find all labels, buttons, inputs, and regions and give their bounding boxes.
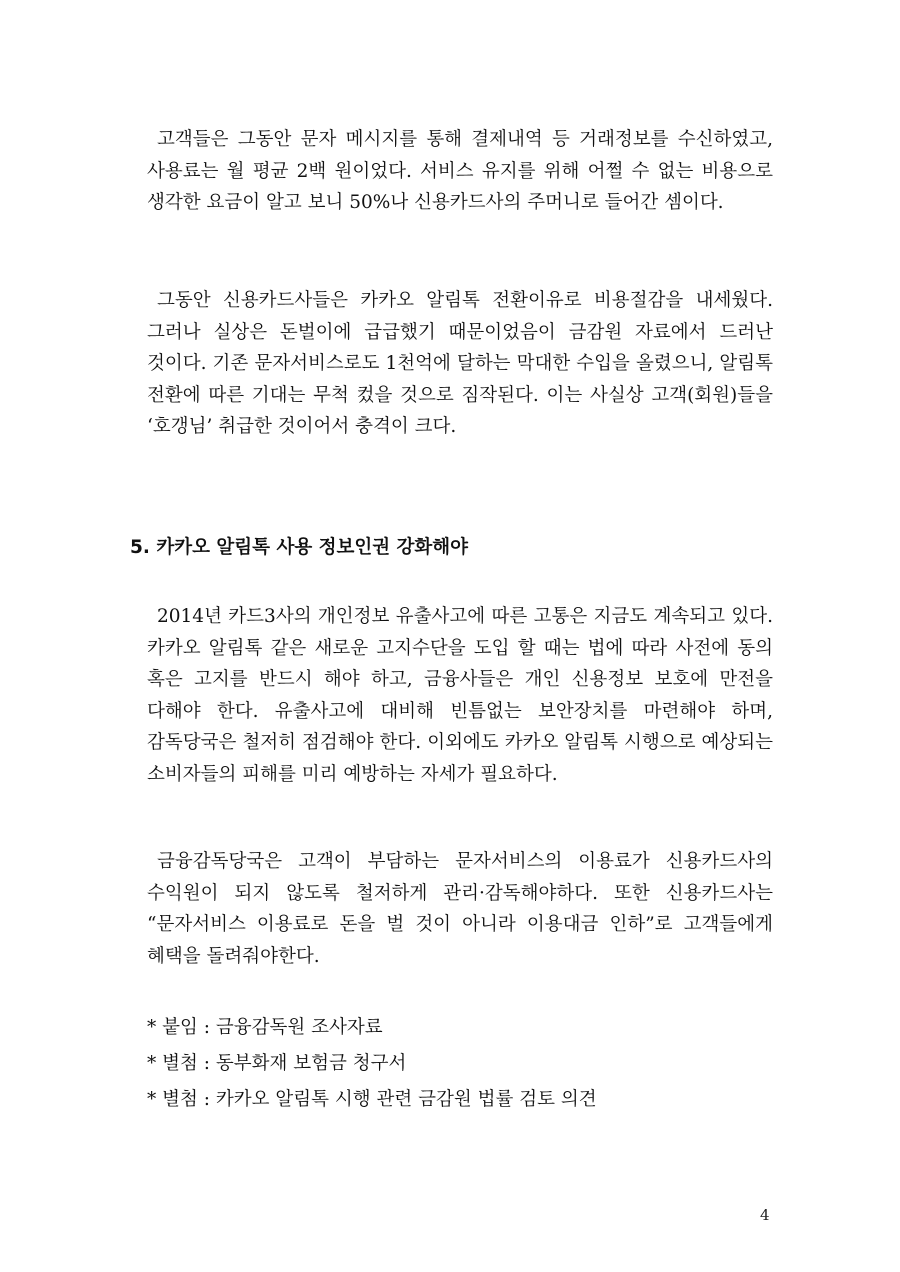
attachment-item: * 별첨 : 카카오 알림톡 시행 관련 금감원 법률 검토 의견 (147, 1089, 597, 1110)
attachment-item: * 별첨 : 동부화재 보험금 청구서 (147, 1053, 407, 1074)
paragraph-text: 그동안 신용카드사들은 카카오 알림톡 전환이유로 비용절감을 내세웠다. 그러나 실상은 돈벌이에 급급했기 때문이었음이 금감원 자료에서 드러난 것이다. 기존 문자서비스로도 1천억에 달하는 막대한 수입을 올렸으니, 알림톡 전환에 따른 기대는 무척 컸을 것으로 짐작된다. 이는 사실상 고객(회원)들을 ‘호갱님’ 취급한 것이어서 충격이 크다. (147, 290, 773, 437)
paragraph-text: 고객들은 그동안 문자 메시지를 통해 결제내역 등 거래정보를 수신하였고, 사용료는 월 평균 2백 원이었다. 서비스 유지를 위해 어쩔 수 없는 비용으로 생각한 요금이 알고 보니 50%나 신용카드사의 주머니로 들어간 셈이다. (147, 129, 773, 213)
paragraph-kakao-conversion (147, 285, 773, 443)
paragraph-sms-fees (147, 124, 773, 219)
paragraph-regulator-request (147, 846, 773, 972)
attachment-item: * 붙임 : 금융감독원 조사자료 (147, 1017, 383, 1038)
paragraph-text: 2014년 카드3사의 개인정보 유출사고에 따른 고통은 지금도 계속되고 있다. 카카오 알림톡 같은 새로운 고지수단을 도입 할 때는 법에 따라 사전에 동의 혹은 고지를 반드시 해야 하고, 금융사들은 개인 신용정보 보호에 만전을 다해야 한다. 유출사고에 대비해 빈틈없는 보안장치를 마련해야 하며, 감독당국은 철저히 점검해야 한다. 이외에도 카카오 알림톡 시행으로 예상되는 소비자들의 피해를 미리 예방하는 자세가 필요하다. (147, 606, 773, 785)
paragraph-privacy-protection (147, 601, 773, 790)
attachment-list (147, 1010, 597, 1118)
section-heading: 5. 카카오 알림톡 사용 정보인권 강화해야 (130, 537, 469, 558)
paragraph-text: 금융감독당국은 고객이 부담하는 문자서비스의 이용료가 신용카드사의 수익원이 되지 않도록 철저하게 관리·감독해야하다. 또한 신용카드사는 “문자서비스 이용료로 돈을 벌 것이 아니라 이용대금 인하”로 고객들에게 혜택을 돌려줘야한다. (147, 851, 773, 967)
page-number: 4 (760, 1206, 770, 1224)
